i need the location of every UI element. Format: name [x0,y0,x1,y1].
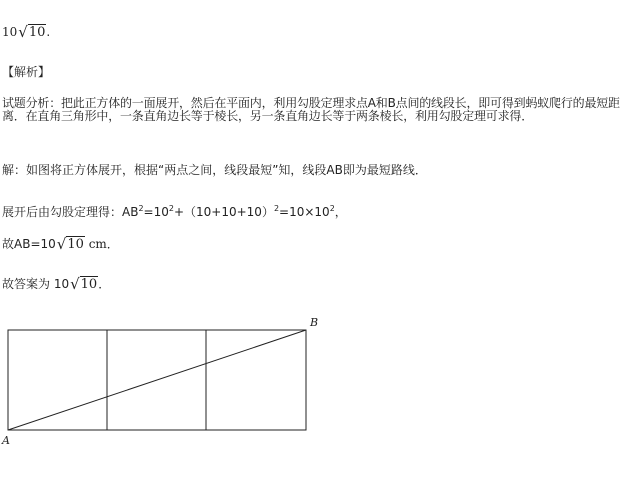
formula-sup: 2 [138,204,144,213]
answer-punct: . [46,25,51,39]
formula-sup: 2 [168,204,174,213]
result-unit: cm． [84,237,119,251]
analysis-paragraph: 试题分析：把此正方体的一面展开，然后在平面内，利用勾股定理求点A和B点间的线段长，即可得到蚂蚁爬行的最短距离．在直角三角形中，一条直角边长等于棱长，另一条直角边长等于两条棱长，利用勾股定理可求得． [2,96,620,123]
result-prefix: 故AB=10 [2,237,56,251]
result-line [2,237,119,252]
formula-part: =10 [143,205,169,219]
answer-coef: 10 [2,25,18,39]
formula-suffix: ， [334,205,347,219]
formula-line [2,202,347,219]
sqrt-symbol: √10 [56,235,84,253]
formula-prefix: 展开后由勾股定理得：AB [2,205,139,219]
formula-part: =10×10 [279,205,330,219]
formula-sup: 2 [273,204,280,213]
final-prefix: 故答案为 10 [2,277,70,291]
final-radicand: 10 [80,277,98,292]
segment-ab [8,330,306,430]
sqrt-symbol: √10 [70,275,98,293]
formula-part: +（10+10+10） [173,205,274,219]
answer-radicand: 10 [28,25,46,40]
unfolded-cube-figure [0,310,340,470]
label-a: A [2,434,10,447]
formula-sup: 2 [329,204,335,213]
sqrt-symbol: √10 [18,23,46,41]
solution-text: 解：如图将正方体展开，根据“两点之间，线段最短”知，线段AB即为最短路线． [2,163,427,177]
final-punct: ． [98,277,111,291]
label-b: B [310,316,319,329]
result-radicand: 10 [67,237,84,252]
section-title: 【解析】 [2,65,51,79]
answer-top [2,25,50,40]
final-answer [2,277,110,292]
